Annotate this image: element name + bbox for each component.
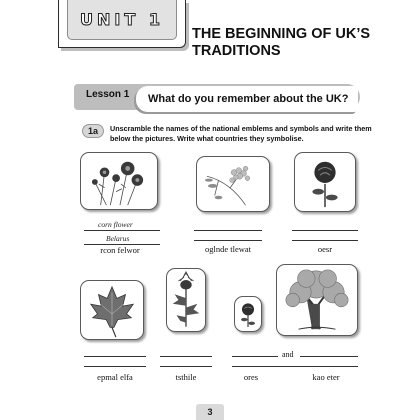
oak-tree-picture xyxy=(276,264,358,336)
unit-label: UNIT 1 xyxy=(80,10,164,29)
lesson-label: Lesson 1 xyxy=(86,89,130,100)
unit-tab xyxy=(58,0,186,48)
mimosa-icon xyxy=(197,157,269,211)
handwritten-answer-name: corn flower xyxy=(98,220,133,229)
oak-tree-icon xyxy=(277,265,357,335)
thistle-icon xyxy=(167,269,205,331)
rose-picture xyxy=(294,152,356,212)
scrambled-word: tsthile xyxy=(175,372,197,382)
answer-line[interactable] xyxy=(160,366,212,367)
answer-line[interactable] xyxy=(232,366,358,367)
connector-word: and xyxy=(282,350,294,359)
answer-line[interactable] xyxy=(84,356,146,357)
scrambled-word: oesr xyxy=(317,244,333,254)
unit-tab-inner xyxy=(67,0,177,40)
task-number-badge: 1a xyxy=(82,124,104,138)
scrambled-word: oglnde tlewat xyxy=(204,244,252,254)
answer-line[interactable] xyxy=(84,230,160,231)
unit-title-line-1: THE BEGINNING OF UK’S xyxy=(192,26,371,42)
maple-leaf-picture xyxy=(80,280,144,340)
page-number: 3 xyxy=(196,404,224,420)
handwritten-answer-country: Belarus xyxy=(106,234,130,243)
mimosa-picture xyxy=(196,156,270,212)
answer-line[interactable] xyxy=(194,230,262,231)
scrambled-word: rcon felwor xyxy=(100,245,140,255)
task-instruction: Unscramble the names of the national emblems and symbols and write them below the pictures. Write what countries they symbolise. xyxy=(110,124,372,143)
scrambled-word: epmal elfa xyxy=(97,372,133,382)
answer-line[interactable] xyxy=(292,230,358,231)
answer-line[interactable] xyxy=(232,356,278,357)
scrambled-word: ores xyxy=(243,372,259,382)
cornflower-icon xyxy=(81,153,157,209)
maple-leaf-icon xyxy=(81,281,143,339)
small-rose-picture xyxy=(234,296,262,332)
answer-line[interactable] xyxy=(194,240,262,241)
cornflower-picture xyxy=(80,152,158,210)
small-rose-icon xyxy=(235,297,261,331)
answer-line[interactable] xyxy=(292,240,358,241)
rose-icon xyxy=(295,153,355,211)
answer-line[interactable] xyxy=(84,366,146,367)
lesson-question: What do you remember about the UK? xyxy=(136,86,358,112)
answer-line[interactable] xyxy=(300,356,358,357)
unit-title-line-2: TRADITIONS xyxy=(192,43,281,59)
thistle-picture xyxy=(166,268,206,332)
unit-title xyxy=(192,26,392,60)
scrambled-word: kao eter xyxy=(312,372,340,382)
answer-line[interactable] xyxy=(160,356,212,357)
